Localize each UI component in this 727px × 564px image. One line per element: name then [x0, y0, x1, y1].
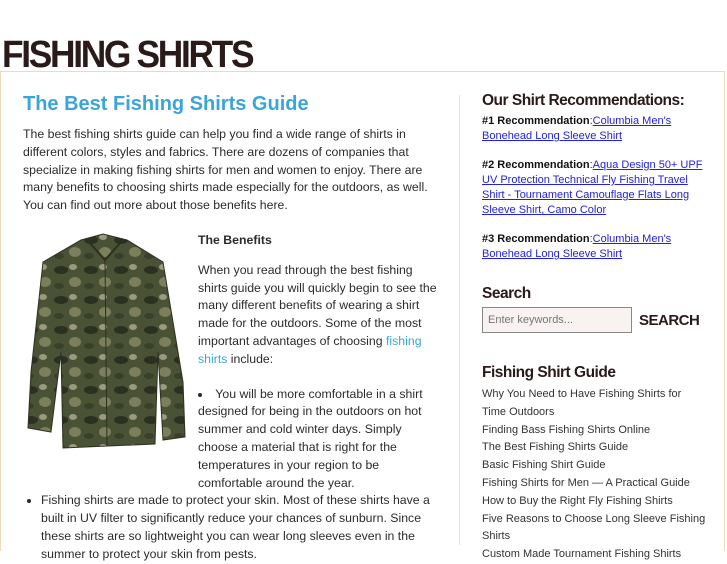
sidebar	[482, 91, 707, 564]
guide-links	[482, 386, 707, 564]
fishing-shirts-link[interactable]: fishing shirts	[198, 333, 422, 366]
intro-paragraph: The best fishing shirts guide can help you find a wide range of shirts in different colors, styles and fabrics. There are dozens of companies that specialize in making fishing shirts for men and women to enjoy. There are many benefits to choosing shirts made especially for the outdoors, as well. You can find out more about those benefits here.	[23, 127, 428, 213]
benefits-heading: The Benefits	[198, 232, 272, 247]
guide-link[interactable]: Finding Bass Fishing Shirts Online	[482, 423, 651, 436]
search-heading: Search	[482, 285, 531, 302]
site-logo[interactable]: FISHING SHIRTS	[2, 34, 253, 76]
benefits-text-end: include:	[227, 351, 274, 366]
article-title: The Best Fishing Shirts Guide	[23, 93, 309, 115]
rec-link[interactable]: Columbia Men's Bonehead Long Sleeve Shirt	[482, 233, 672, 260]
guide-link[interactable]: Why You Need to Have Fishing Shirts for Time Outdoors	[482, 388, 682, 418]
search-button[interactable]: SEARCH	[639, 311, 700, 329]
benefits-paragraph	[198, 262, 443, 369]
guide-link[interactable]: How to Buy the Right Fly Fishing Shirts	[482, 494, 673, 507]
guide-heading: Fishing Shirt Guide	[482, 364, 616, 381]
rec-label: #3 Recommendation	[482, 233, 590, 245]
rec-link[interactable]: Columbia Men's Bonehead Long Sleeve Shirt	[482, 115, 672, 142]
list-item-text: You will be more comfortable in a shirt designed for being in the outdoors on hot summer and cold winter days. Simply choose a material that is right for the temperatures in your region to be comfortable around the year.	[198, 386, 423, 490]
rec-label: #1 Recommendation	[482, 115, 590, 127]
list-item: • Fishing shirts are made to protect your skin. Most of these shirts have a built in UV filter to significantly reduce your chances of sunburn. Since these shirts are so lightweight you can wear long sleeves even in the summer to protect your skin from pests.	[41, 492, 443, 563]
guide-link[interactable]: Basic Fishing Shirt Guide	[482, 459, 606, 472]
column-divider	[459, 95, 460, 545]
recommendation-3: #3 Recommendation:Columbia Men's Bonehead Long Sleeve Shirt	[482, 233, 672, 260]
search-form	[482, 307, 707, 333]
camo-shirt-image	[23, 232, 188, 450]
recommendation-1: #1 Recommendation:Columbia Men's Bonehead Long Sleeve Shirt	[482, 115, 672, 142]
guide-link[interactable]: Five Reasons to Choose Long Sleeve Fishing Shirts	[482, 512, 706, 543]
search-input[interactable]	[482, 307, 632, 333]
rec-label: #2 Recommendation	[482, 159, 590, 171]
rec-link[interactable]: Aqua Design 50+ UPF UV Protection Technical Fly Fishing Travel Shirt - Tournament Camouflage Flats Long Sleeve Shirt, Camo Color	[482, 159, 703, 216]
guide-link[interactable]: Custom Made Tournament Fishing Shirts	[482, 548, 682, 561]
recommendations-heading: Our Shirt Recommendations:	[482, 92, 685, 109]
guide-link[interactable]: Fishing Shirts for Men — A Practical Guide	[482, 476, 690, 489]
guide-link[interactable]: The Best Fishing Shirts Guide	[482, 441, 629, 454]
recommendation-2: #2 Recommendation:Aqua Design 50+ UPF UV Protection Technical Fly Fishing Travel Shirt - Tournament Camouflage Flats Long Sleeve Shirt, Camo Color	[482, 159, 703, 216]
article	[23, 92, 443, 564]
benefits-text: When you read through the best fishing shirts guide you will quickly begin to see the many different benefits of wearing a shirt made for the outdoors. Some of the most important advantages of choosing	[198, 262, 437, 348]
